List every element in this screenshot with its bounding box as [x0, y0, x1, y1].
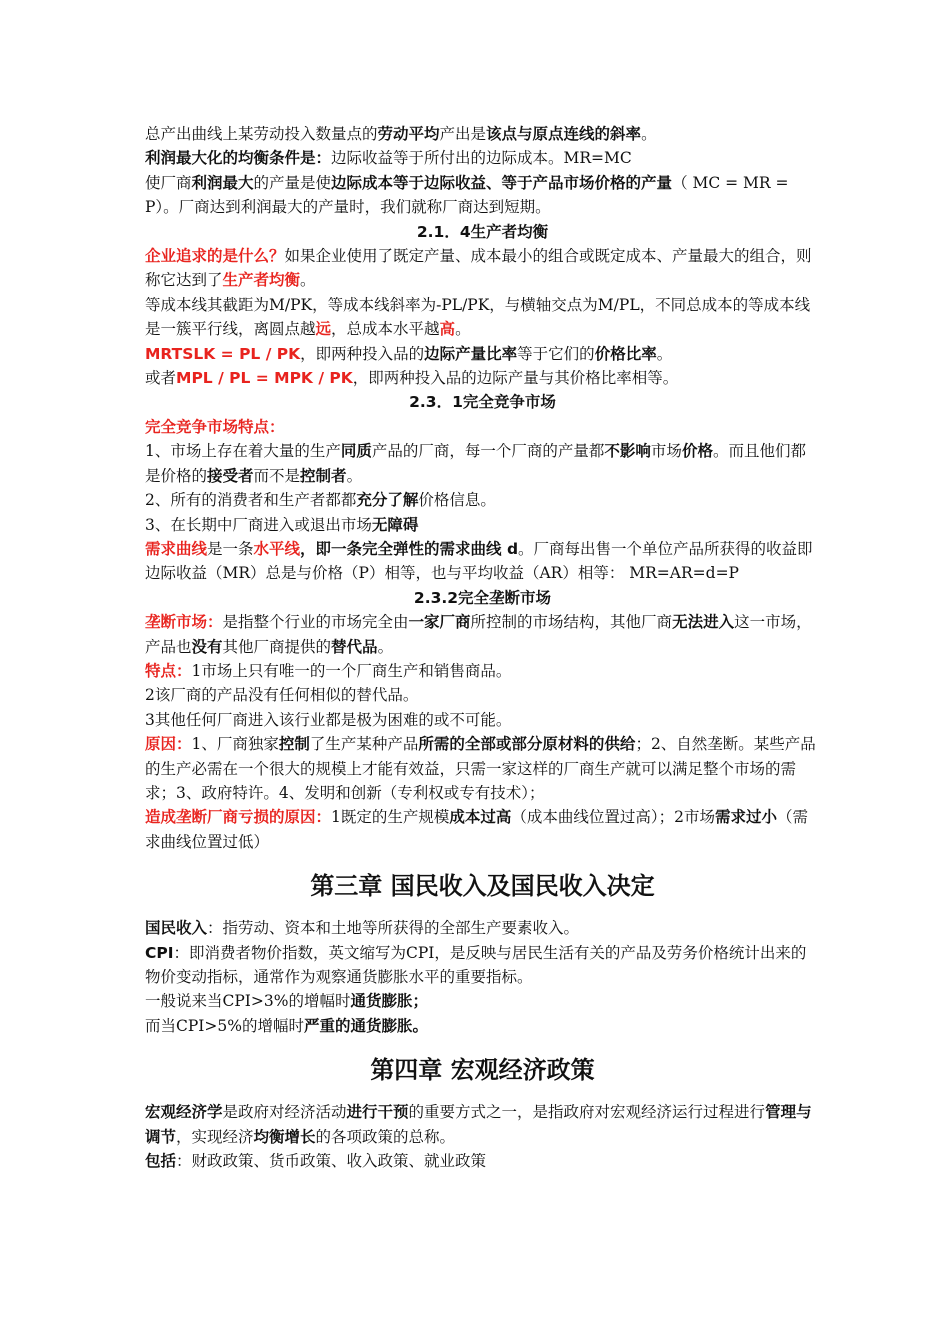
- paragraph: [145, 366, 820, 390]
- text-span: 。而且他们都是价格的: [145, 442, 806, 485]
- text-span: 2、所有的消费者和生产者都都: [145, 491, 357, 510]
- bold-text: 无障碍: [371, 515, 419, 534]
- section-heading: [145, 390, 820, 414]
- text-span: 市场: [650, 442, 682, 461]
- paragraph: [145, 989, 820, 1013]
- text-span: ：指劳动、资本和土地等所获得的全部生产要素收入。: [207, 919, 580, 938]
- bold-text: 无法进入: [672, 613, 735, 632]
- text-span: ，即两种投入品的边际产量与其价格比率相等。: [352, 369, 679, 388]
- bold-text: 充分了解: [356, 491, 419, 510]
- paragraph: [145, 513, 820, 537]
- text-span: 其他厂商提供的: [222, 637, 332, 656]
- highlight-text: 完全竞争市场特点：: [145, 417, 285, 436]
- text-span: 使厂商: [145, 173, 192, 192]
- bold-text: 进行干预: [346, 1103, 409, 1122]
- highlight-text: 生产者均衡: [222, 271, 301, 290]
- bold-text: 宏观经济学: [145, 1103, 223, 1122]
- text-span: 而当CPI>5%的增幅时: [145, 1016, 304, 1035]
- text-span: （ MC = MR =P）。厂商达到利润最大的产量时，我们就称厂商达到短期。: [145, 173, 789, 217]
- text-span: 是一条: [207, 539, 254, 558]
- bold-text: 接受者: [207, 466, 254, 485]
- text-span: 总产出曲线上某劳动投入数量点的: [145, 125, 378, 143]
- bold-text: 没有: [191, 637, 223, 656]
- text-span: 如果企业使用了既定产量、成本最小的组合或既定成本、产量最大的组合，则称它达到了: [145, 247, 812, 290]
- paragraph: [145, 293, 820, 342]
- highlight-text: 远: [315, 320, 332, 339]
- text-span: （成本曲线位置过高）；2市场: [511, 808, 716, 827]
- text-span: 的各项政策的总称。: [315, 1127, 456, 1146]
- bold-text: 边际产量比率: [424, 344, 518, 363]
- highlight-text: 高: [439, 320, 456, 339]
- bold-text: 包括: [145, 1152, 177, 1171]
- text-span: 。: [656, 344, 673, 363]
- paragraph: [145, 488, 820, 512]
- chapter-heading: [145, 1052, 820, 1088]
- text-span: 是指整个行业的市场完全由: [222, 613, 409, 632]
- paragraph: [145, 916, 820, 940]
- text-span: 。: [455, 320, 471, 339]
- text-span: 而不是: [253, 466, 301, 485]
- paragraph: [145, 1014, 820, 1038]
- paragraph: [145, 805, 820, 854]
- bold-text: 所需的全部或部分原材料的供给: [418, 735, 636, 754]
- text-span: 2该厂商的产品没有任何相似的替代品。: [145, 686, 419, 705]
- paragraph: [145, 439, 820, 488]
- section-heading: [145, 586, 820, 610]
- text-span: 第三章 国民收入及国民收入决定: [310, 872, 655, 901]
- text-span: ：即消费者物价指数，英文缩写为CPI，是反映与居民生活有关的产品及劳务价格统计出来的物价变动指标，通常作为观察通货膨胀水平的重要指标。: [145, 943, 807, 986]
- highlight-text: 造成垄断厂商亏损的原因：: [145, 808, 332, 827]
- text-span: 或者: [145, 369, 177, 388]
- text-span: ，实现经济: [176, 1127, 254, 1146]
- text-span: 2.3．1完全竞争市场: [409, 393, 556, 412]
- text-span: 2.3.2完全垄断市场: [413, 588, 552, 607]
- text-span: 1市场上只有唯一的一个厂商生产和销售商品。: [191, 661, 512, 680]
- text-span: ，总成本水平越: [331, 320, 440, 339]
- text-span: 边际收益等于所付出的边际成本。MR=MC: [331, 149, 632, 168]
- bold-text: 边际成本等于边际收益、等于产品市场价格的产量: [331, 173, 673, 192]
- bold-text: 成本过高: [449, 808, 512, 827]
- paragraph: [145, 610, 820, 659]
- text-span: ，即两种投入品的: [300, 344, 425, 363]
- paragraph: [145, 415, 820, 439]
- bold-text: 一家厂商: [408, 613, 471, 632]
- bold-text: CPI: [145, 943, 174, 962]
- bold-text: 严重的通货膨胀。: [304, 1016, 429, 1035]
- bold-text: 利润最大: [191, 173, 254, 192]
- text-span: 1、市场上存在着大量的生产: [145, 442, 341, 461]
- text-span: 。: [346, 466, 363, 485]
- text-span: 所控制的市场结构，其他厂商: [470, 613, 673, 632]
- highlight-text: MRTSLK = PL / PK: [145, 344, 301, 363]
- text-span: 。厂商每出售一个单位产品所获得的收益即边际收益（MR）总是与价格（P）相等，也与平均收益（AR）相等： MR=AR=d=P: [145, 539, 813, 583]
- paragraph: [145, 122, 820, 146]
- text-span: 了生产某种产品: [309, 735, 419, 754]
- bold-text: 不影响: [604, 442, 651, 461]
- bold-text: 控制者: [300, 466, 347, 485]
- bold-text: 替代品: [331, 637, 378, 656]
- bold-text: 通货膨胀；: [350, 992, 429, 1011]
- text-span: 一般说来当CPI>3%的增幅时: [145, 992, 351, 1011]
- text-span: 1既定的生产规模: [331, 808, 450, 827]
- paragraph: [145, 941, 820, 990]
- paragraph: [145, 342, 820, 366]
- text-span: 3其他任何厂商进入该行业都是极为困难的或不可能。: [145, 710, 512, 729]
- bold-text: 劳动平均: [377, 125, 440, 143]
- paragraph: [145, 537, 820, 586]
- highlight-text: 垄断市场：: [145, 613, 223, 632]
- highlight-text: 需求曲线: [145, 539, 208, 558]
- text-span: 。: [300, 271, 316, 290]
- text-span: 。: [377, 637, 394, 656]
- text-span: 2.1．4生产者均衡: [416, 222, 549, 241]
- paragraph: [145, 244, 820, 293]
- bold-text: 需求过小: [715, 808, 778, 827]
- paragraph: [145, 1149, 820, 1173]
- bold-text: 管理与调节: [145, 1103, 812, 1146]
- section-heading: [145, 220, 820, 244]
- highlight-text: 水平线: [253, 539, 301, 558]
- text-span: ：财政政策、货币政策、收入政策、就业政策: [176, 1152, 487, 1171]
- bold-text: 价格比率: [594, 344, 657, 363]
- document-page: [145, 122, 820, 1173]
- paragraph: [145, 683, 820, 707]
- bold-text: 同质: [340, 442, 372, 461]
- text-span: 的产量是使: [253, 173, 332, 192]
- highlight-text: 原因：: [145, 735, 192, 754]
- paragraph: [145, 659, 820, 683]
- bold-text: 控制: [278, 735, 310, 754]
- bold-text: 价格: [681, 442, 713, 461]
- bold-text: ，即一条完全弹性的需求曲线 d: [300, 539, 519, 558]
- text-span: ；2、自然垄断。某些产品的生产必需在一个很大的规模上才能有效益，只需一家这样的厂商生产就可以满足整个市场的需求；3、政府特许。4、发明和创新（专利权或专有技术）；: [145, 735, 816, 802]
- highlight-text: MPL / PL = MPK / PK: [176, 369, 353, 388]
- paragraph: [145, 708, 820, 732]
- text-span: （需求曲线位置过低）: [145, 808, 809, 851]
- text-span: 第四章 宏观经济政策: [370, 1056, 595, 1085]
- text-span: 价格信息。: [418, 491, 496, 510]
- text-span: 3、在长期中厂商进入或退出市场: [145, 515, 372, 534]
- chapter-heading: [145, 868, 820, 904]
- paragraph: [145, 732, 820, 805]
- text-span: 等于它们的: [517, 344, 595, 363]
- bold-text: 均衡增长: [253, 1127, 316, 1146]
- text-span: 的重要方式之一，是指政府对宏观经济运行过程进行: [408, 1103, 766, 1122]
- text-span: 产品的厂商，每一个厂商的产量都: [371, 442, 605, 461]
- text-span: 1、厂商独家: [191, 735, 279, 754]
- highlight-text: 企业追求的是什么？: [145, 247, 285, 266]
- text-span: 。: [641, 125, 657, 143]
- text-span: 等成本线其截距为M/PK，等成本线斜率为-PL/PK，与横轴交点为M/PL，不同总成本的等成本线是一簇平行线，离圆点越: [145, 295, 811, 339]
- text-span: 是政府对经济活动: [222, 1103, 347, 1122]
- bold-text: 该点与原点连线的斜率: [486, 125, 642, 143]
- paragraph: [145, 1100, 820, 1149]
- bold-text: 国民收入: [145, 919, 208, 938]
- text-span: 这一市场，产品也: [145, 613, 812, 656]
- highlight-text: 特点：: [145, 661, 192, 680]
- text-span: 产出是: [439, 125, 487, 143]
- paragraph: [145, 171, 820, 220]
- bold-text: 利润最大化的均衡条件是：: [145, 149, 332, 168]
- paragraph: [145, 146, 820, 170]
